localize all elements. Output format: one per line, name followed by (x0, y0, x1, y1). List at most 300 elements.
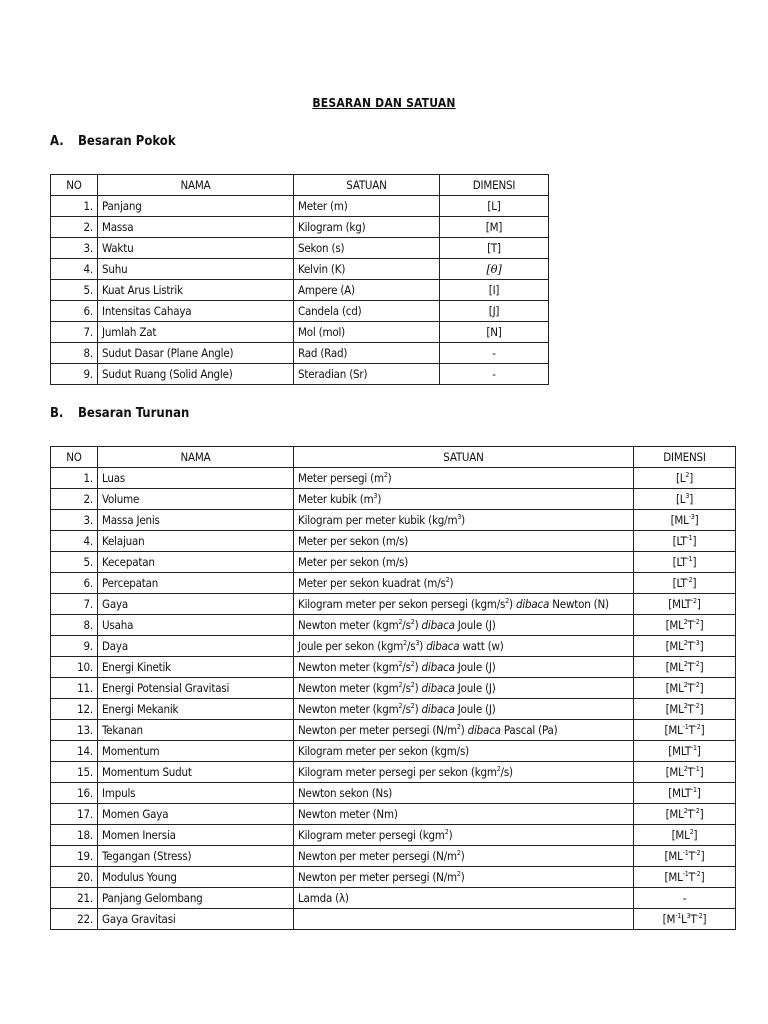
text-fragment: Joule (J) (454, 618, 496, 632)
text-fragment: ) (414, 681, 422, 695)
superscript: 3 (415, 639, 420, 648)
table-row (51, 573, 736, 594)
text-fragment: Pascal (Pa) (500, 723, 558, 737)
row-number: 14. (51, 741, 98, 762)
table-row (51, 489, 736, 510)
unit: Ampere (A) (294, 280, 440, 301)
besaran-turunan-table (50, 446, 736, 930)
text-fragment: dibaca (421, 618, 455, 632)
dimension (634, 888, 736, 909)
text-fragment: - (682, 891, 687, 905)
unit (294, 594, 634, 615)
text-fragment: T (688, 723, 695, 737)
text-fragment: Joule (J) (454, 702, 496, 716)
text-fragment: Newton per meter persegi (N/m (298, 723, 457, 737)
section-b-title: Besaran Turunan (78, 406, 190, 421)
dimension (634, 762, 736, 783)
table-row (51, 657, 736, 678)
superscript: 2 (444, 828, 449, 837)
text-fragment: [ML (665, 681, 684, 695)
superscript: 2 (445, 576, 450, 585)
superscript: -3 (688, 513, 695, 522)
text-fragment: ] (692, 534, 697, 548)
quantity-name: Kecepatan (98, 552, 294, 573)
superscript: 2 (683, 639, 688, 648)
text-fragment: Kilogram meter per sekon persegi (kgm/s (298, 597, 506, 611)
quantity-name: Energi Potensial Gravitasi (98, 678, 294, 699)
header-nama: NAMA (98, 447, 294, 468)
text-fragment: [LT (672, 576, 687, 590)
table-row (51, 888, 736, 909)
table-row (51, 364, 549, 385)
text-fragment: [M (662, 912, 676, 926)
text-fragment: Newton sekon (Ns) (298, 786, 393, 800)
table-row (51, 909, 736, 930)
table-row (51, 343, 549, 364)
section-a-letter: A. (50, 134, 64, 149)
row-number: 3. (51, 510, 98, 531)
superscript: -1 (690, 786, 697, 795)
superscript: 2 (456, 870, 461, 879)
unit: Mol (mol) (294, 322, 440, 343)
row-number: 4. (51, 259, 98, 280)
row-number: 5. (51, 280, 98, 301)
unit (294, 636, 634, 657)
superscript: 2 (456, 849, 461, 858)
superscript: 2 (683, 660, 688, 669)
superscript: 2 (383, 471, 388, 480)
dimension (634, 573, 736, 594)
row-number: 13. (51, 720, 98, 741)
table-row (51, 552, 736, 573)
superscript: 2 (398, 618, 403, 627)
unit: Sekon (s) (294, 238, 440, 259)
unit (294, 867, 634, 888)
row-number: 12. (51, 699, 98, 720)
text-fragment: Meter kubik (m (298, 492, 374, 506)
header-dimensi: DIMENSI (440, 175, 549, 196)
quantity-name: Momen Inersia (98, 825, 294, 846)
table-row (51, 804, 736, 825)
text-fragment: /s (406, 639, 416, 653)
text-fragment: Meter per sekon (m/s) (298, 534, 409, 548)
text-fragment: Kilogram meter persegi (kgm (298, 828, 445, 842)
dimension (634, 531, 736, 552)
superscript: 2 (683, 807, 688, 816)
row-number: 21. (51, 888, 98, 909)
quantity-name: Sudut Dasar (Plane Angle) (98, 343, 294, 364)
unit: Meter (m) (294, 196, 440, 217)
superscript: 3 (457, 513, 462, 522)
superscript: -2 (694, 849, 701, 858)
dimension (634, 615, 736, 636)
unit (294, 573, 634, 594)
unit (294, 762, 634, 783)
section-b-heading (50, 406, 189, 421)
text-fragment: Meter persegi (m (298, 471, 384, 485)
text-fragment: ] (692, 555, 697, 569)
text-fragment: T (687, 660, 694, 674)
row-number: 6. (51, 573, 98, 594)
text-fragment: dibaca (421, 702, 455, 716)
row-number: 3. (51, 238, 98, 259)
table-row (51, 825, 736, 846)
quantity-name: Gaya (98, 594, 294, 615)
text-fragment: ) (448, 828, 453, 842)
superscript: -2 (696, 912, 703, 921)
text-fragment: T (687, 618, 694, 632)
table-row (51, 741, 736, 762)
superscript: 2 (505, 597, 510, 606)
table-row (51, 783, 736, 804)
dimension (634, 867, 736, 888)
text-fragment: Kilogram meter persegi per sekon (kgm (298, 765, 497, 779)
text-fragment: Newton per meter persegi (N/m (298, 870, 457, 884)
besaran-turunan-rows (51, 468, 736, 930)
quantity-name: Massa Jenis (98, 510, 294, 531)
text-fragment: [ML (664, 870, 683, 884)
text-fragment: dibaca (421, 681, 455, 695)
superscript: 3 (373, 492, 378, 501)
superscript: -2 (690, 597, 697, 606)
superscript: 2 (683, 618, 688, 627)
superscript: -1 (693, 765, 700, 774)
superscript: -1 (686, 534, 693, 543)
superscript: -2 (693, 618, 700, 627)
dimension (634, 825, 736, 846)
quantity-name: Tegangan (Stress) (98, 846, 294, 867)
row-number: 6. (51, 301, 98, 322)
section-a-heading (50, 134, 176, 149)
unit: Candela (cd) (294, 301, 440, 322)
quantity-name: Kuat Arus Listrik (98, 280, 294, 301)
dimension (634, 468, 736, 489)
text-fragment: [ML (665, 639, 684, 653)
text-fragment: T (688, 849, 695, 863)
header-satuan: SATUAN (294, 447, 634, 468)
unit (294, 678, 634, 699)
table-row (51, 720, 736, 741)
dimension (634, 783, 736, 804)
text-fragment: [LT (672, 555, 687, 569)
text-fragment: [ML (665, 765, 684, 779)
text-fragment: [ML (671, 828, 690, 842)
superscript: 2 (683, 681, 688, 690)
superscript: 2 (403, 639, 407, 648)
text-fragment: dibaca (421, 660, 455, 674)
text-fragment: T (687, 681, 694, 695)
superscript: 2 (683, 765, 688, 774)
unit (294, 699, 634, 720)
unit (294, 888, 634, 909)
text-fragment: [ML (664, 849, 683, 863)
row-number: 15. (51, 762, 98, 783)
unit (294, 741, 634, 762)
dimension: [N] (440, 322, 549, 343)
text-fragment: ] (699, 807, 704, 821)
text-fragment: [MLT (668, 786, 691, 800)
row-number: 1. (51, 196, 98, 217)
text-fragment: ] (699, 639, 704, 653)
superscript: -2 (693, 702, 700, 711)
text-fragment: ) (460, 723, 468, 737)
text-fragment: Kilogram meter per sekon (kgm/s) (298, 744, 469, 758)
text-fragment: ) (460, 849, 465, 863)
table-row (51, 636, 736, 657)
besaran-pokok-table (50, 174, 549, 385)
superscript: -1 (686, 555, 693, 564)
quantity-name: Momentum Sudut (98, 762, 294, 783)
text-fragment: [ML (665, 660, 684, 674)
table-row (51, 594, 736, 615)
text-fragment: ) (387, 471, 392, 485)
dimension: - (440, 364, 549, 385)
text-fragment: ) (509, 597, 516, 611)
superscript: -2 (693, 681, 700, 690)
unit (294, 615, 634, 636)
row-number: 18. (51, 825, 98, 846)
header-no: NO (51, 447, 98, 468)
text-fragment: /s) (500, 765, 513, 779)
text-fragment: Lamda (λ) (298, 891, 349, 905)
superscript: 2 (410, 681, 415, 690)
superscript: -1 (682, 723, 689, 732)
superscript: -2 (694, 870, 701, 879)
text-fragment: ] (699, 702, 704, 716)
unit (294, 531, 634, 552)
quantity-name: Usaha (98, 615, 294, 636)
quantity-name: Panjang (98, 196, 294, 217)
row-number: 22. (51, 909, 98, 930)
text-fragment: ] (699, 681, 704, 695)
text-fragment: Kilogram per meter kubik (kg/m (298, 513, 458, 527)
text-fragment: [ML (670, 513, 689, 527)
superscript: -2 (686, 576, 693, 585)
quantity-name: Suhu (98, 259, 294, 280)
text-fragment: ) (414, 660, 422, 674)
quantity-name: Momentum (98, 741, 294, 762)
header-no: NO (51, 175, 98, 196)
text-fragment: ] (696, 786, 701, 800)
text-fragment: ] (702, 912, 707, 926)
table-row (51, 699, 736, 720)
text-fragment: [ML (664, 723, 683, 737)
quantity-name: Energi Mekanik (98, 699, 294, 720)
text-fragment: Newton meter (kgm (298, 618, 399, 632)
dimension: [T] (440, 238, 549, 259)
table-header-row (51, 175, 549, 196)
unit (294, 720, 634, 741)
text-fragment: ] (700, 723, 705, 737)
text-fragment: [LT (672, 534, 687, 548)
text-fragment: /s (402, 618, 411, 632)
text-fragment: Newton per meter persegi (N/m (298, 849, 457, 863)
quantity-name: Intensitas Cahaya (98, 301, 294, 322)
superscript: 2 (689, 828, 694, 837)
text-fragment: dibaca (515, 597, 550, 611)
text-fragment: Newton meter (Nm) (298, 807, 398, 821)
text-fragment: ) (449, 576, 454, 590)
row-number: 10. (51, 657, 98, 678)
dimension (634, 804, 736, 825)
dimension: [θ] (440, 259, 549, 280)
text-fragment: Joule per sekon (kgm (298, 639, 404, 653)
table-row (51, 238, 549, 259)
dimension (634, 741, 736, 762)
text-fragment: ] (696, 744, 701, 758)
text-fragment: [ML (665, 702, 684, 716)
superscript: 3 (686, 912, 691, 921)
dimension (634, 489, 736, 510)
unit (294, 468, 634, 489)
superscript: -3 (693, 639, 700, 648)
text-fragment: Newton meter (kgm (298, 681, 399, 695)
text-fragment: L (681, 912, 687, 926)
text-fragment: ) (460, 870, 465, 884)
unit: Steradian (Sr) (294, 364, 440, 385)
unit (294, 825, 634, 846)
quantity-name: Gaya Gravitasi (98, 909, 294, 930)
text-fragment: ] (699, 660, 704, 674)
text-fragment: Newton meter (kgm (298, 702, 399, 716)
table-row (51, 846, 736, 867)
superscript: 2 (398, 702, 403, 711)
unit: Kilogram (kg) (294, 217, 440, 238)
superscript: 2 (456, 723, 461, 732)
text-fragment: ] (699, 765, 704, 779)
superscript: -2 (693, 807, 700, 816)
row-number: 16. (51, 783, 98, 804)
text-fragment: /s (402, 681, 411, 695)
quantity-name: Tekanan (98, 720, 294, 741)
text-fragment: ] (692, 576, 697, 590)
text-fragment: ) (419, 639, 427, 653)
unit (294, 552, 634, 573)
text-fragment: ] (700, 849, 705, 863)
superscript: 3 (685, 492, 690, 501)
superscript: 2 (683, 702, 688, 711)
table-row (51, 762, 736, 783)
dimension: [L] (440, 196, 549, 217)
superscript: -1 (675, 912, 682, 921)
section-a-title: Besaran Pokok (78, 134, 176, 149)
besaran-pokok-rows (51, 196, 549, 385)
unit (294, 489, 634, 510)
text-fragment: Meter per sekon kuadrat (m/s (298, 576, 446, 590)
dimension: - (440, 343, 549, 364)
table-row (51, 217, 549, 238)
row-number: 9. (51, 636, 98, 657)
quantity-name: Daya (98, 636, 294, 657)
table-row (51, 510, 736, 531)
unit (294, 804, 634, 825)
row-number: 2. (51, 217, 98, 238)
text-fragment: dibaca (467, 723, 501, 737)
quantity-name: Volume (98, 489, 294, 510)
superscript: -1 (682, 849, 689, 858)
text-fragment: [L (675, 471, 686, 485)
dimension (634, 594, 736, 615)
text-fragment: dibaca (426, 639, 460, 653)
dimension (634, 720, 736, 741)
text-fragment: ] (693, 828, 698, 842)
quantity-name: Momen Gaya (98, 804, 294, 825)
superscript: -1 (682, 870, 689, 879)
unit (294, 783, 634, 804)
text-fragment: ] (696, 597, 701, 611)
superscript: 2 (496, 765, 501, 774)
quantity-name: Sudut Ruang (Solid Angle) (98, 364, 294, 385)
table-row (51, 678, 736, 699)
row-number: 11. (51, 678, 98, 699)
text-fragment: T (687, 702, 694, 716)
text-fragment: /s (402, 702, 411, 716)
superscript: -1 (690, 744, 697, 753)
dimension (634, 909, 736, 930)
table-row (51, 259, 549, 280)
text-fragment: T (688, 870, 695, 884)
table-row (51, 531, 736, 552)
text-fragment: [ML (665, 618, 684, 632)
text-fragment: ] (694, 513, 699, 527)
row-number: 20. (51, 867, 98, 888)
quantity-name: Massa (98, 217, 294, 238)
table-row (51, 867, 736, 888)
text-fragment: T (687, 807, 694, 821)
dimension (634, 699, 736, 720)
table-row (51, 615, 736, 636)
header-satuan: SATUAN (294, 175, 440, 196)
dimension (634, 636, 736, 657)
quantity-name: Impuls (98, 783, 294, 804)
quantity-name: Modulus Young (98, 867, 294, 888)
row-number: 17. (51, 804, 98, 825)
quantity-name: Jumlah Zat (98, 322, 294, 343)
header-dimensi: DIMENSI (634, 447, 736, 468)
text-fragment: T (690, 912, 697, 926)
text-fragment: Newton meter (kgm (298, 660, 399, 674)
quantity-name: Kelajuan (98, 531, 294, 552)
unit: Kelvin (K) (294, 259, 440, 280)
text-fragment: ) (414, 702, 422, 716)
dimension: [M] (440, 217, 549, 238)
text-fragment: /s (402, 660, 411, 674)
row-number: 1. (51, 468, 98, 489)
header-nama: NAMA (98, 175, 294, 196)
text-fragment: [MLT (668, 744, 691, 758)
row-number: 7. (51, 594, 98, 615)
row-number: 4. (51, 531, 98, 552)
unit: Rad (Rad) (294, 343, 440, 364)
dimension (634, 552, 736, 573)
superscript: 2 (685, 471, 690, 480)
quantity-name: Luas (98, 468, 294, 489)
text-fragment: ] (700, 870, 705, 884)
row-number: 9. (51, 364, 98, 385)
table-row (51, 301, 549, 322)
text-fragment: [ML (665, 807, 684, 821)
text-fragment: Newton (N) (549, 597, 609, 611)
text-fragment: ) (377, 492, 382, 506)
table-header-row (51, 447, 736, 468)
table-row (51, 322, 549, 343)
quantity-name: Waktu (98, 238, 294, 259)
text-fragment: watt (w) (459, 639, 504, 653)
quantity-name: Percepatan (98, 573, 294, 594)
text-fragment: [MLT (668, 597, 691, 611)
text-fragment: Joule (J) (454, 660, 496, 674)
unit (294, 510, 634, 531)
